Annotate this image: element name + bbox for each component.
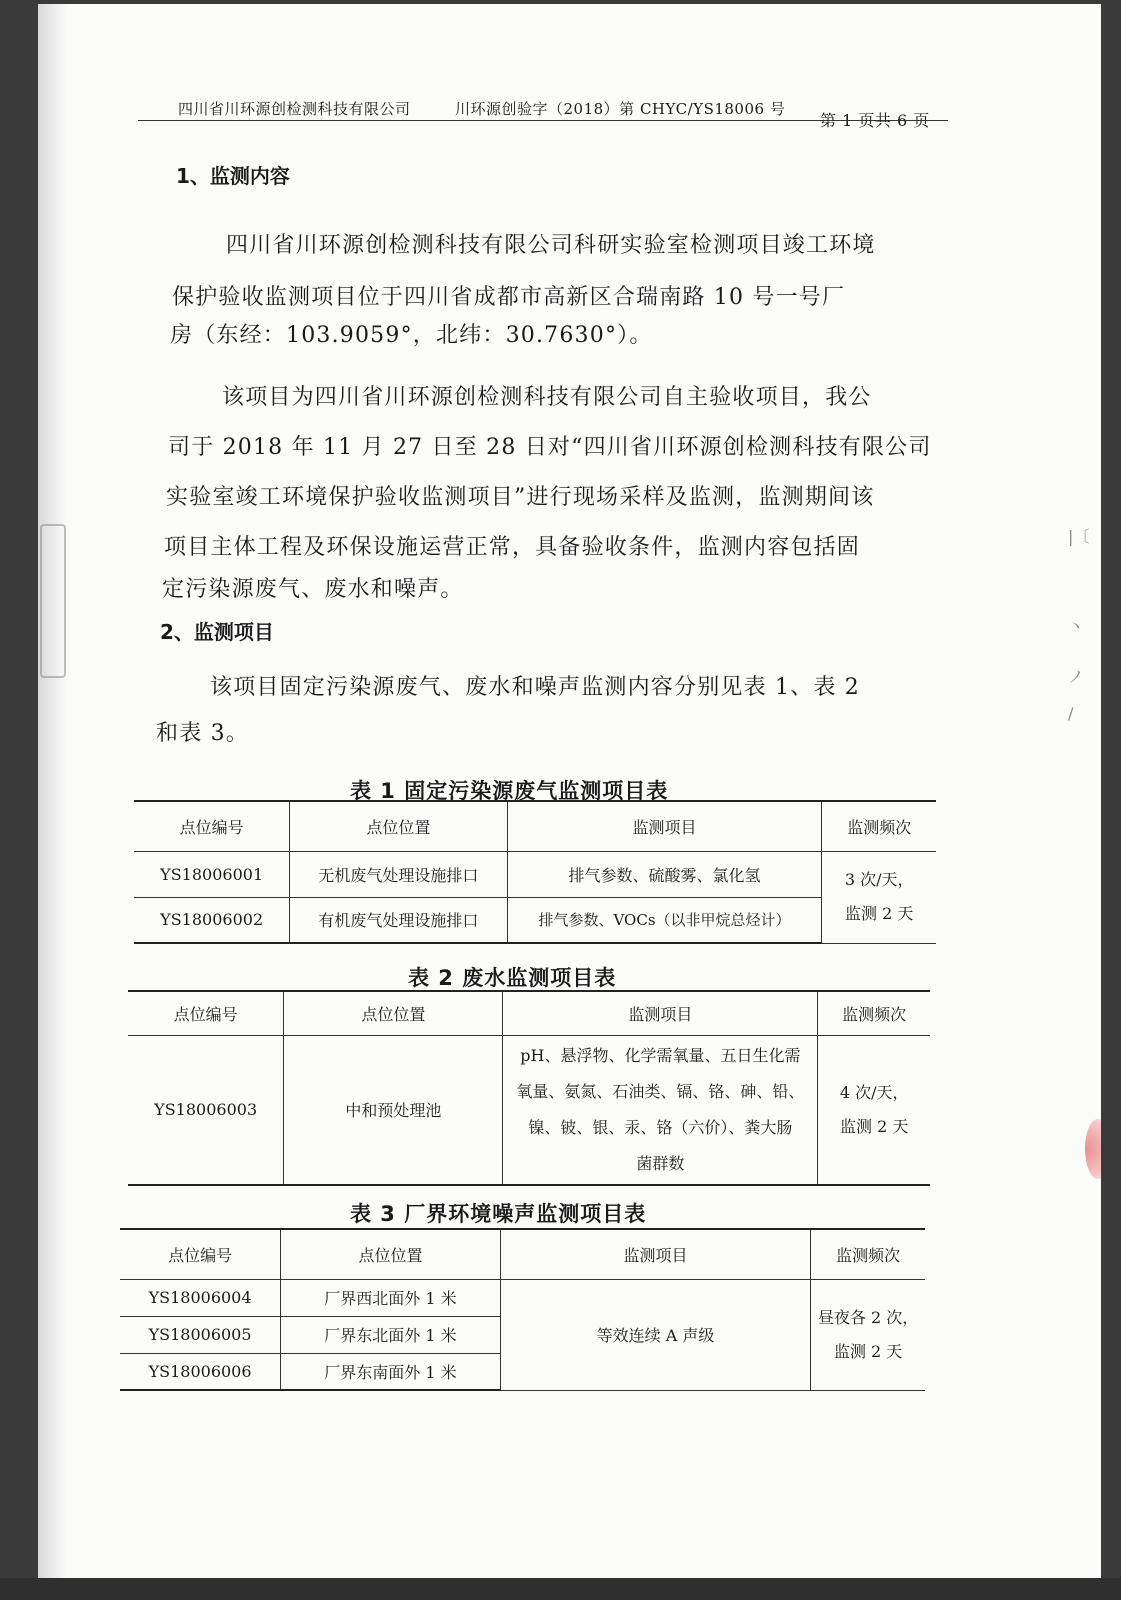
frequency-line: 3 次/天， xyxy=(844,870,914,889)
monitor-frequency xyxy=(818,1035,930,1185)
paragraph-line: 司于 2018 年 11 月 27 日至 28 日对“四川省川环源创检测科技有限公司 xyxy=(168,435,932,460)
item-line: 镍、铍、银、汞、铬（六价）、粪大肠 xyxy=(528,1117,793,1137)
point-id: YS18006003 xyxy=(128,1035,284,1185)
paragraph-line: 保护验收监测项目位于四川省成都市高新区合瑞南路 10 号一号厂 xyxy=(172,285,846,310)
frequency-line: 4 次/天， xyxy=(839,1082,909,1102)
frequency-line: 监测 2 天 xyxy=(839,1116,909,1136)
column-header: 监测频次 xyxy=(822,801,936,851)
column-header: 点位编号 xyxy=(120,1229,281,1279)
paragraph-line: 房（东经：103.9059°，北纬：30.7630°）。 xyxy=(170,323,653,348)
point-location: 厂界东南面外 1 米 xyxy=(281,1353,501,1390)
edge-mark: 丶 xyxy=(1068,617,1085,636)
monitor-items: 排气参数、VOCs（以非甲烷总烃计） xyxy=(507,897,822,943)
header-company: 四川省川环源创检测科技有限公司 xyxy=(178,100,411,118)
point-id: YS18006001 xyxy=(134,851,290,897)
column-header: 监测项目 xyxy=(500,1229,810,1279)
column-header: 监测项目 xyxy=(503,991,818,1035)
point-location: 厂界西北面外 1 米 xyxy=(281,1279,501,1316)
point-id: YS18006006 xyxy=(120,1353,281,1390)
edge-mark: ノ xyxy=(1068,667,1085,686)
point-id: YS18006004 xyxy=(120,1279,281,1316)
header-page-number: 第 1 页共 6 页 xyxy=(820,111,930,130)
monitor-frequency xyxy=(811,1279,925,1390)
column-header: 点位位置 xyxy=(281,1229,501,1279)
table-row xyxy=(134,897,936,943)
paragraph-line: 实验室竣工环境保护验收监测项目”进行现场采样及监测，监测期间该 xyxy=(166,485,875,510)
edge-mark: / xyxy=(1068,704,1074,723)
paragraph-line: 和表 3。 xyxy=(156,721,249,746)
column-header: 监测项目 xyxy=(507,801,822,851)
table-1-caption: 表 1 固定污染源废气监测项目表 xyxy=(350,779,669,803)
frequency-line: 昼夜各 2 次， xyxy=(817,1307,919,1327)
point-location: 有机废气处理设施排口 xyxy=(290,897,507,943)
table-1 xyxy=(134,800,936,944)
edge-mark: |〔 xyxy=(1068,527,1090,546)
paragraph-line: 定污染源废气、废水和噪声。 xyxy=(162,577,464,602)
point-location: 无机废气处理设施排口 xyxy=(290,851,507,897)
monitor-items: 等效连续 A 声级 xyxy=(500,1279,810,1390)
column-header: 点位编号 xyxy=(134,801,290,851)
column-header: 点位位置 xyxy=(290,801,507,851)
column-header: 点位编号 xyxy=(128,991,284,1035)
table-row xyxy=(128,1035,930,1185)
paragraph-line: 该项目为四川省川环源创检测科技有限公司自主验收项目，我公 xyxy=(222,385,872,410)
header-doc-number: 川环源创验字（2018）第 CHYC/YS18006 号 xyxy=(455,100,786,118)
column-header: 点位位置 xyxy=(284,991,503,1035)
table-3-caption: 表 3 厂界环境噪声监测项目表 xyxy=(350,1202,647,1226)
monitor-items: 排气参数、硫酸雾、氯化氢 xyxy=(507,851,822,897)
point-id: YS18006005 xyxy=(120,1316,281,1353)
table-2-caption: 表 2 废水监测项目表 xyxy=(408,966,617,990)
monitor-frequency xyxy=(822,851,936,943)
item-line: 氧量、氨氮、石油类、镉、铬、砷、铅、 xyxy=(516,1081,805,1101)
table-2 xyxy=(128,990,930,1186)
point-location: 中和预处理池 xyxy=(284,1035,503,1185)
table-3 xyxy=(120,1228,925,1391)
item-line: pH、悬浮物、化学需氧量、五日生化需 xyxy=(520,1045,801,1065)
paragraph-line: 四川省川环源创检测科技有限公司科研实验室检测项目竣工环境 xyxy=(226,233,876,258)
table-row xyxy=(120,1279,925,1316)
item-line: 菌群数 xyxy=(636,1153,685,1173)
point-location: 厂界东北面外 1 米 xyxy=(281,1316,501,1353)
frequency-line: 监测 2 天 xyxy=(833,1341,903,1361)
paragraph-line: 该项目固定污染源废气、废水和噪声监测内容分别见表 1、表 2 xyxy=(210,675,860,700)
column-header: 监测频次 xyxy=(811,1229,925,1279)
table-row xyxy=(134,851,936,897)
column-header: 监测频次 xyxy=(818,991,930,1035)
paragraph-line: 项目主体工程及环保设施运营正常，具备验收条件，监测内容包括固 xyxy=(164,535,861,560)
point-id: YS18006002 xyxy=(134,897,290,943)
section-2-title: 2、监测项目 xyxy=(160,620,274,644)
section-1-title: 1、监测内容 xyxy=(176,164,290,188)
header-rule xyxy=(138,120,948,121)
monitor-items xyxy=(503,1035,818,1185)
frequency-line: 监测 2 天 xyxy=(845,904,914,923)
